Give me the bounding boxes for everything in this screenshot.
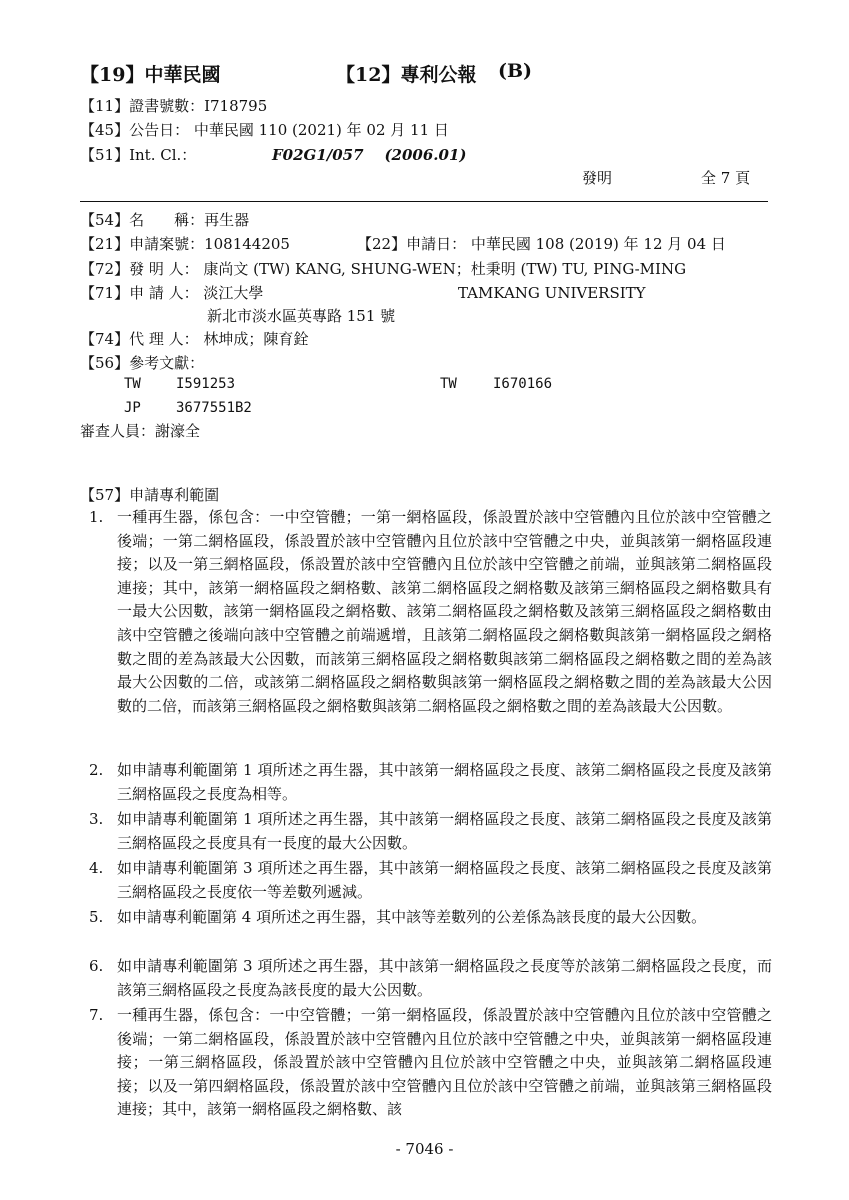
references-label: 【56】參考文獻：	[80, 354, 205, 372]
claims-heading: 【57】申請專利範圍	[80, 486, 220, 504]
application-date: 【22】申請日： 中華民國 108 (2019) 年 12 月 04 日	[357, 235, 726, 253]
ref-country: TW	[440, 376, 457, 392]
ref-number: I591253	[176, 376, 236, 392]
certificate-number: 【11】證書號數：I718795	[80, 97, 268, 115]
page-count: 全 7 頁	[701, 169, 751, 187]
agent: 【74】代 理 人： 林坤成；陳育銓	[80, 330, 309, 348]
ref-country: JP	[124, 400, 141, 416]
ref-number: I670166	[493, 376, 553, 392]
claim-text: 一種再生器，係包含：一中空管體；一第一網格區段，係設置於該中空管體內且位於該中空管體之後端；一第二網格區段，係設置於該中空管體內且位於該中空管體之中央，並與該第一網格區段連接；一第三網格區段，係設置於該中空管體內且位於該中空管體之中央，並與該第二網格區段連接；以及一第四網格區段，係設置於該中空管體內且位於該中空管體之前端，並與該第三網格區段連接；其中，該第一網格區段之網格數、該	[117, 1006, 772, 1119]
claim-number: 7.	[89, 1006, 104, 1024]
patent-category: 發明	[582, 169, 613, 187]
kind-code: (B)	[498, 60, 533, 82]
examiner: 審查人員：謝濠全	[80, 422, 201, 440]
claim-text: 一種再生器，係包含：一中空管體；一第一網格區段，係設置於該中空管體內且位於該中空管體之後端；一第二網格區段，係設置於該中空管體內且位於該中空管體之中央，並與該第一網格區段連接；以及一第三網格區段，係設置於該中空管體內且位於該中空管體之前端，並與該第二網格區段連接；其中，該第一網格區段之網格數、該第二網格區段之網格數及該第三網格區段之網格數具有一最大公因數，該第一網格區段之網格數、該第二網格區段之網格數及該第三網格區段之網格數由該中空管體之後端向該中空管體之前端遞增，且該第二網格區段之網格數與該第一網格區段之網格數之間的差為該最大公因數，而該第三網格區段之網格數與該第二網格區段之網格數之間的差為該最大公因數的二倍，或該第二網格區段之網格數與該第一網格區段之網格數之間的差為該最大公因數的二倍，而該第三網格區段之網格數與該第二網格區段之網格數之間的差為該最大公因數。	[117, 508, 772, 715]
claim-number: 5.	[89, 908, 104, 926]
announcement-date: 【45】公告日： 中華民國 110 (2021) 年 02 月 11 日	[80, 121, 449, 139]
publication-type: 【12】專利公報	[336, 64, 477, 86]
application-number: 【21】申請案號：108144205	[80, 235, 290, 253]
claim-text: 如申請專利範圍第 4 項所述之再生器，其中該等差數列的公差係為該長度的最大公因數。	[117, 908, 707, 926]
inventors: 【72】發 明 人： 康尚文 (TW) KANG, SHUNG-WEN；杜秉明 (TW) TU, PING-MING	[80, 260, 687, 278]
claim-text: 如申請專利範圍第 1 項所述之再生器，其中該第一網格區段之長度、該第二網格區段之長度及該第三網格區段之長度為相等。	[117, 761, 772, 803]
claim-number: 6.	[89, 957, 104, 975]
claim-number: 4.	[89, 859, 104, 877]
page-number: - 7046 -	[395, 1140, 454, 1158]
claim-number: 3.	[89, 810, 104, 828]
claim-number: 2.	[89, 761, 104, 779]
header-divider	[80, 201, 768, 202]
country-label: 【19】中華民國	[80, 64, 221, 86]
claim-text: 如申請專利範圍第 3 項所述之再生器，其中該第一網格區段之長度、該第二網格區段之長度及該第三網格區段之長度依一等差數列遞減。	[117, 859, 772, 901]
applicant-address: 新北市淡水區英專路 151 號	[207, 307, 396, 325]
ref-number: 3677551B2	[176, 400, 252, 416]
claim-text: 如申請專利範圍第 3 項所述之再生器，其中該第一網格區段之長度等於該第二網格區段之長度，而該第三網格區段之長度為該長度的最大公因數。	[117, 957, 772, 999]
title-field: 【54】名 稱：再生器	[80, 211, 250, 229]
claim-text: 如申請專利範圍第 1 項所述之再生器，其中該第一網格區段之長度、該第二網格區段之長度及該第三網格區段之長度具有一長度的最大公因數。	[117, 810, 772, 852]
applicant: 【71】申 請 人： 淡江大學	[80, 284, 264, 302]
claim-number: 1.	[89, 508, 104, 526]
ref-country: TW	[124, 376, 141, 392]
int-cl-label: 【51】Int. Cl.：	[80, 146, 197, 164]
applicant-english: TAMKANG UNIVERSITY	[458, 284, 646, 302]
int-cl-value: F02G1/057 (2006.01)	[272, 146, 467, 164]
